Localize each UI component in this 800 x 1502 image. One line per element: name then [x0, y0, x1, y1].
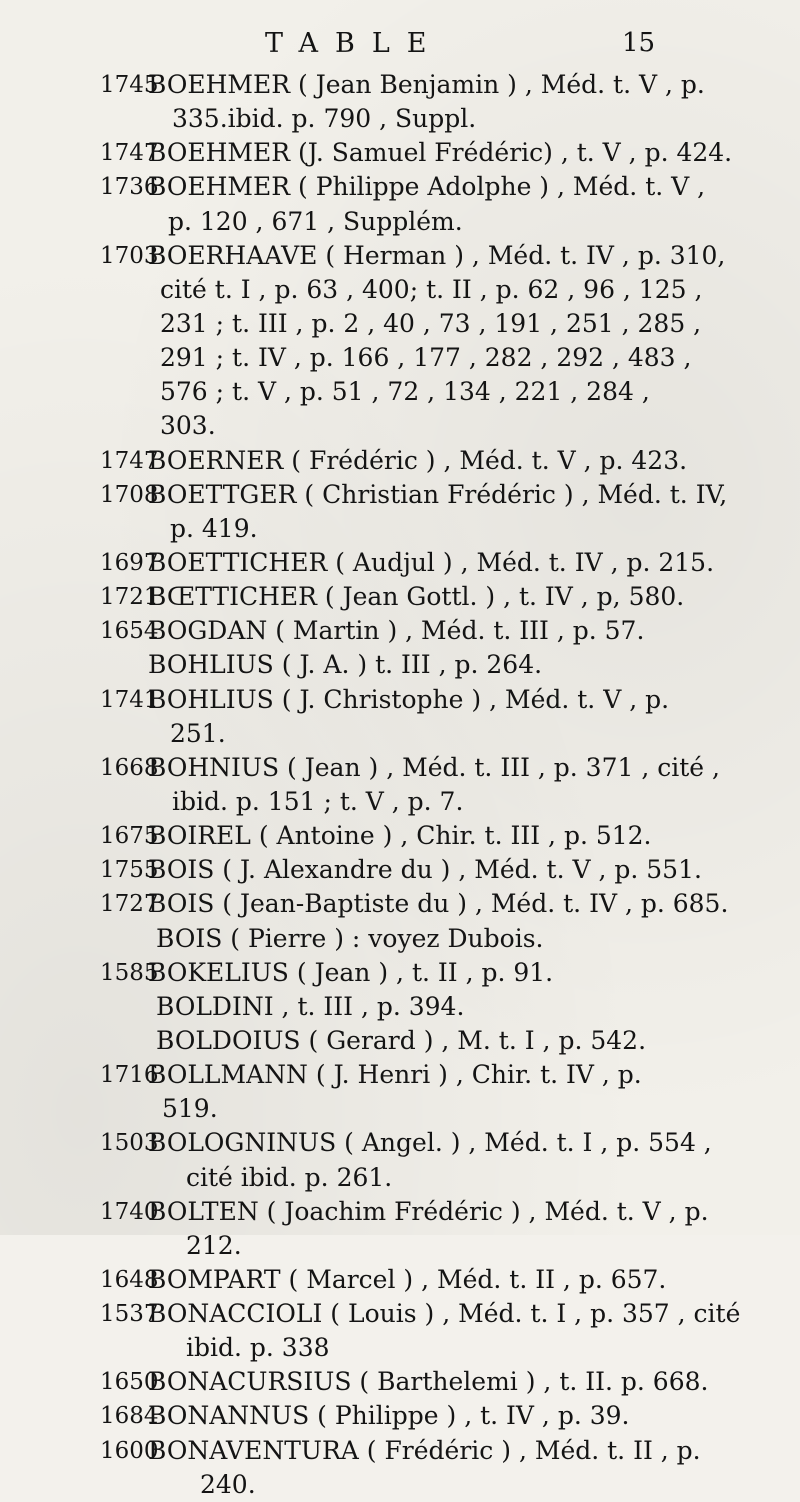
entry-year: 1741 [100, 686, 159, 713]
index-entry-continuation [0, 922, 800, 956]
entry-text: BOEHMER (J. Samuel Frédéric) , t. V , p. 424. [148, 138, 733, 168]
entry-year: 1600 [100, 1437, 159, 1464]
entry-text: BONACCIOLI ( Louis ) , Méd. t. I , p. 357 , cité [148, 1299, 741, 1329]
entry-text: BONACURSIUS ( Barthelemi ) , t. II. p. 668. [148, 1367, 709, 1397]
entry-text: BOERHAAVE ( Herman ) , Méd. t. IV , p. 310, [148, 240, 726, 270]
index-entry [0, 683, 800, 717]
entry-text: BOMPART ( Marcel ) , Méd. t. II , p. 657. [148, 1264, 667, 1294]
entry-year: 1745 [100, 72, 159, 98]
index-entry [0, 1399, 800, 1433]
index-entry-continuation [0, 102, 800, 136]
index-entry [0, 887, 800, 921]
entry-text: BONANNUS ( Philippe ) , t. IV , p. 39. [148, 1401, 630, 1431]
entry-year: 1684 [100, 1403, 159, 1430]
index-entry-continuation [0, 1331, 800, 1365]
index-entry [0, 1365, 800, 1399]
entry-year: 1736 [100, 174, 159, 201]
index-entry-continuation [0, 1092, 800, 1126]
index-entry [0, 136, 800, 170]
index-entry-continuation [0, 273, 800, 307]
index-entry [0, 1058, 800, 1092]
entry-text: 519. [162, 1094, 218, 1124]
index-entry [0, 1297, 800, 1331]
entry-text: BOETTGER ( Christian Frédéric ) , Méd. t. IV, [148, 479, 728, 509]
entry-year: 1668 [100, 754, 159, 781]
index-entry-continuation [0, 375, 800, 409]
index-entry [0, 478, 800, 512]
entry-year: 1716 [100, 1062, 159, 1089]
entry-text: BOHLIUS ( J. Christophe ) , Méd. t. V , p. [148, 684, 670, 714]
entry-text: 576 ; t. V , p. 51 , 72 , 134 , 221 , 284 , [160, 377, 650, 407]
entry-year: 1740 [100, 1198, 159, 1225]
entry-year: 1721 [100, 584, 159, 611]
entry-year: 1747 [100, 140, 159, 167]
index-entry [0, 68, 800, 102]
index-entry [0, 239, 800, 273]
entry-text: BOLDINI , t. III , p. 394. [156, 991, 465, 1021]
entry-text: 231 ; t. III , p. 2 , 40 , 73 , 191 , 251 , 285 , [160, 308, 702, 338]
entry-text: BOEHMER ( Philippe Adolphe ) , Méd. t. V , [148, 172, 706, 202]
entry-text: 303. [160, 411, 216, 441]
entry-text: BONAVENTURA ( Frédéric ) , Méd. t. II , p. [148, 1435, 701, 1465]
entry-text: BOIS ( Pierre ) : voyez Dubois. [156, 923, 544, 953]
entry-year: 1675 [100, 823, 159, 850]
index-entry [0, 819, 800, 853]
entry-text: BOGDAN ( Martin ) , Méd. t. III , p. 57. [148, 616, 645, 646]
index-entry-continuation [0, 409, 800, 443]
entry-text: cité ibid. p. 261. [186, 1162, 393, 1192]
index-entry-continuation [0, 1229, 800, 1263]
entry-text: 251. [170, 718, 226, 748]
entry-text: cité t. I , p. 63 , 400; t. II , p. 62 , 96 , 125 , [160, 274, 703, 304]
entry-year: 1727 [100, 891, 159, 918]
entry-text: ibid. p. 338 [186, 1333, 330, 1363]
index-entry [0, 853, 800, 887]
entry-year: 1537 [100, 1301, 159, 1328]
entry-year: 1650 [100, 1369, 159, 1396]
index-entry [0, 546, 800, 580]
page-number: 15 [622, 28, 656, 58]
entry-text: BOIS ( Jean-Baptiste du ) , Méd. t. IV , p. 685. [148, 889, 729, 919]
index-entry-continuation [0, 717, 800, 751]
entry-year: 1585 [100, 959, 159, 986]
index-entries [0, 68, 800, 1502]
index-entry-continuation [0, 1468, 800, 1502]
entry-text: 240. [200, 1469, 256, 1499]
index-entry-continuation [0, 341, 800, 375]
entry-year: 1654 [100, 618, 159, 645]
entry-text: BOLTEN ( Joachim Frédéric ) , Méd. t. V , p. [148, 1196, 709, 1226]
index-entry-continuation [0, 648, 800, 682]
entry-year: 1703 [100, 242, 159, 269]
index-entry-continuation [0, 307, 800, 341]
entry-year: 1708 [100, 481, 159, 508]
index-entry-continuation [0, 512, 800, 546]
entry-text: BOETTICHER ( Audjul ) , Méd. t. IV , p. 215. [148, 547, 715, 577]
entry-text: BOIS ( J. Alexandre du ) , Méd. t. V , p. 551. [148, 855, 702, 885]
page-header [0, 28, 800, 64]
entry-text: p. 120 , 671 , Supplém. [168, 206, 463, 236]
entry-text: BOERNER ( Frédéric ) , Méd. t. V , p. 423. [148, 445, 688, 475]
entry-text: BOHLIUS ( J. A. ) t. III , p. 264. [148, 650, 543, 680]
index-entry-continuation [0, 785, 800, 819]
index-entry-continuation [0, 990, 800, 1024]
entry-text: BOLOGNINUS ( Angel. ) , Méd. t. I , p. 554 , [148, 1128, 712, 1158]
entry-text: p. 419. [170, 513, 258, 543]
entry-text: BOEHMER ( Jean Benjamin ) , Méd. t. V , p. [148, 70, 705, 99]
entry-text: 291 ; t. IV , p. 166 , 177 , 282 , 292 , 483 , [160, 343, 692, 373]
entry-text: 335.ibid. p. 790 , Suppl. [172, 104, 477, 134]
entry-text: BOHNIUS ( Jean ) , Méd. t. III , p. 371 , cité , [148, 752, 720, 782]
entry-text: BOLLMANN ( J. Henri ) , Chir. t. IV , p. [148, 1060, 642, 1090]
index-entry [0, 956, 800, 990]
entry-text: BŒTTICHER ( Jean Gottl. ) , t. IV , p, 580. [148, 582, 685, 612]
index-entry [0, 170, 800, 204]
index-entry [0, 1434, 800, 1468]
index-entry-continuation [0, 1024, 800, 1058]
entry-year: 1648 [100, 1266, 159, 1293]
index-entry [0, 1263, 800, 1297]
running-title: TABLE [265, 28, 444, 59]
entry-year: 1755 [100, 857, 159, 884]
index-entry-continuation [0, 205, 800, 239]
index-entry [0, 751, 800, 785]
index-entry [0, 444, 800, 478]
entry-text: BOIREL ( Antoine ) , Chir. t. III , p. 512. [148, 821, 652, 851]
entry-text: BOLDOIUS ( Gerard ) , M. t. I , p. 542. [156, 1025, 647, 1055]
entry-year: 1503 [100, 1130, 159, 1157]
index-entry [0, 580, 800, 614]
entry-text: 212. [186, 1230, 242, 1260]
entry-year: 1747 [100, 447, 159, 474]
index-entry-continuation [0, 1161, 800, 1195]
entry-text: ibid. p. 151 ; t. V , p. 7. [172, 786, 464, 816]
index-entry [0, 1195, 800, 1229]
index-entry [0, 1126, 800, 1160]
entry-year: 1697 [100, 549, 159, 576]
index-entry [0, 614, 800, 648]
entry-text: BOKELIUS ( Jean ) , t. II , p. 91. [148, 957, 554, 987]
